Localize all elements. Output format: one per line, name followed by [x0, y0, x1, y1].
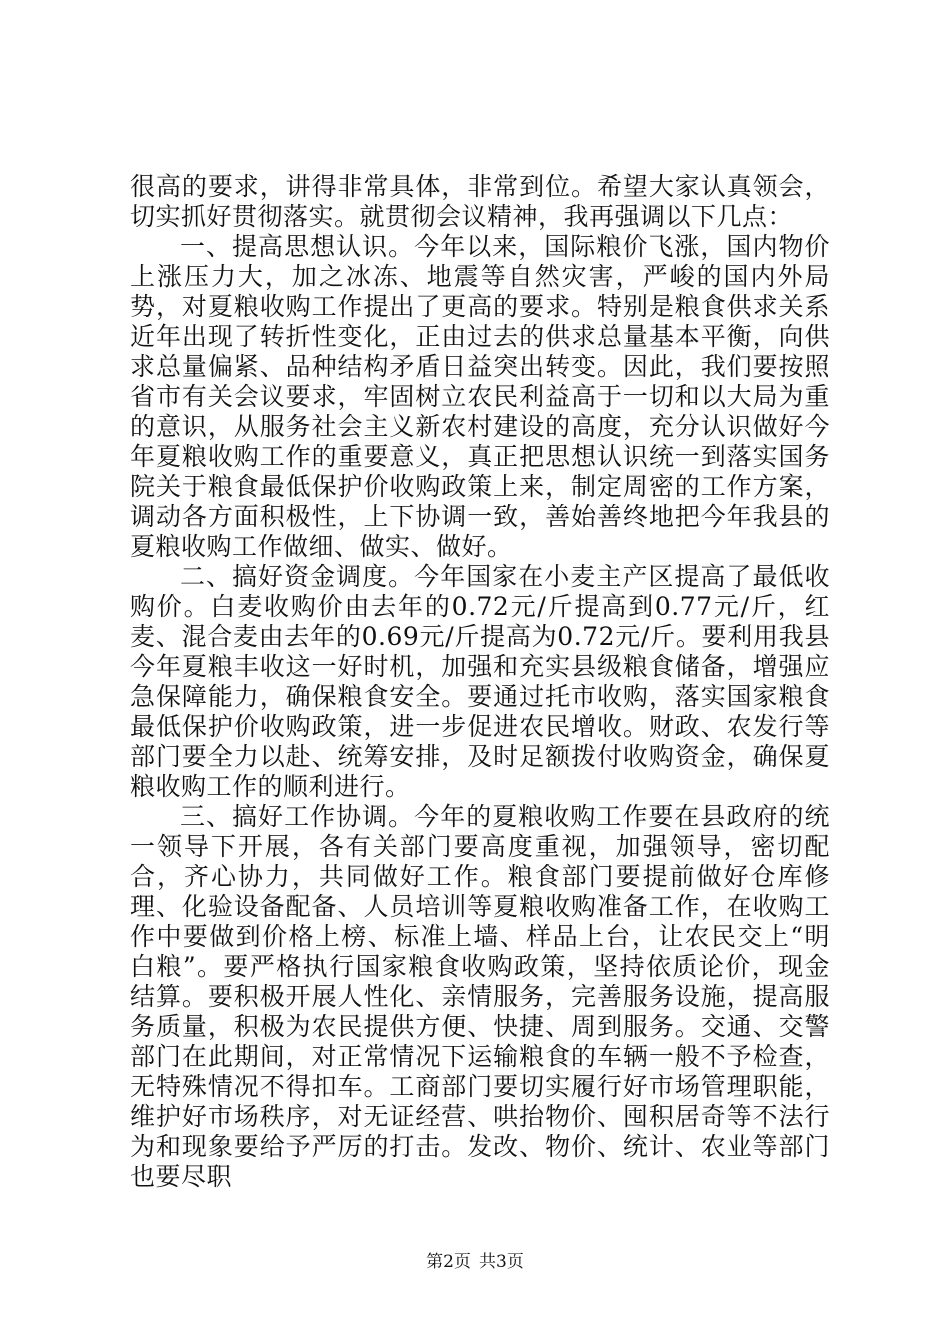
- document-body: [130, 172, 830, 1192]
- page-number: 第2页: [426, 1252, 471, 1272]
- paragraph-section-3: 三、搞好工作协调。今年的夏粮收购工作要在县政府的统一领导下开展，各有关部门要高度重视，加强领导，密切配合，齐心协力，共同做好工作。粮食部门要提前做好仓库修理、化验设备配备、人员培训等夏粮收购准备工作，在收购工作中要做到价格上榜、标准上墙、样品上台，让农民交上“明白粮”。要严格执行国家粮食收购政策，坚持依质论价，现金结算。要积极开展人性化、亲情服务，完善服务设施，提高服务质量，积极为农民提供方便、快捷、周到服务。交通、交警部门在此期间，对正常情况下运输粮食的车辆一般不予检查，无特殊情况不得扣车。工商部门要切实履行好市场管理职能，维护好市场秩序，对无证经营、哄抬物价、囤积居奇等不法行为和现象要给予严厉的打击。发改、物价、统计、农业等部门也要尽职: [130, 802, 830, 1191]
- paragraph-section-2: 二、搞好资金调度。今年国家在小麦主产区提高了最低收购价。白麦收购价由去年的0.72元/斤提高到0.77元/斤，红麦、混合麦由去年的0.69元/斤提高为0.72元/斤。要利用我县今年夏粮丰收这一好时机，加强和充实县级粮食储备，增强应急保障能力，确保粮食安全。要通过托市收购，落实国家粮食最低保护价收购政策，进一步促进农民增收。财政、农发行等部门要全力以赴、统筹安排，及时足额拨付收购资金，确保夏粮收购工作的顺利进行。: [130, 562, 830, 801]
- paragraph-continuation: 很高的要求，讲得非常具体，非常到位。希望大家认真领会，切实抓好贯彻落实。就贯彻会议精神，我再强调以下几点：: [130, 172, 830, 231]
- page-footer: [0, 1247, 950, 1272]
- page-total: 共3页: [479, 1252, 524, 1272]
- paragraph-section-1: 一、提高思想认识。今年以来，国际粮价飞涨，国内物价上涨压力大，加之冰冻、地震等自然灾害，严峻的国内外局势，对夏粮收购工作提出了更高的要求。特别是粮食供求关系近年出现了转折性变化，正由过去的供求总量基本平衡，向供求总量偏紧、品种结构矛盾日益突出转变。因此，我们要按照省市有关会议要求，牢固树立农民利益高于一切和以大局为重的意识，从服务社会主义新农村建设的高度，充分认识做好今年夏粮收购工作的重要意义，真正把思想认识统一到落实国务院关于粮食最低保护价收购政策上来，制定周密的工作方案，调动各方面积极性，上下协调一致，善始善终地把今年我县的夏粮收购工作做细、做实、做好。: [130, 232, 830, 561]
